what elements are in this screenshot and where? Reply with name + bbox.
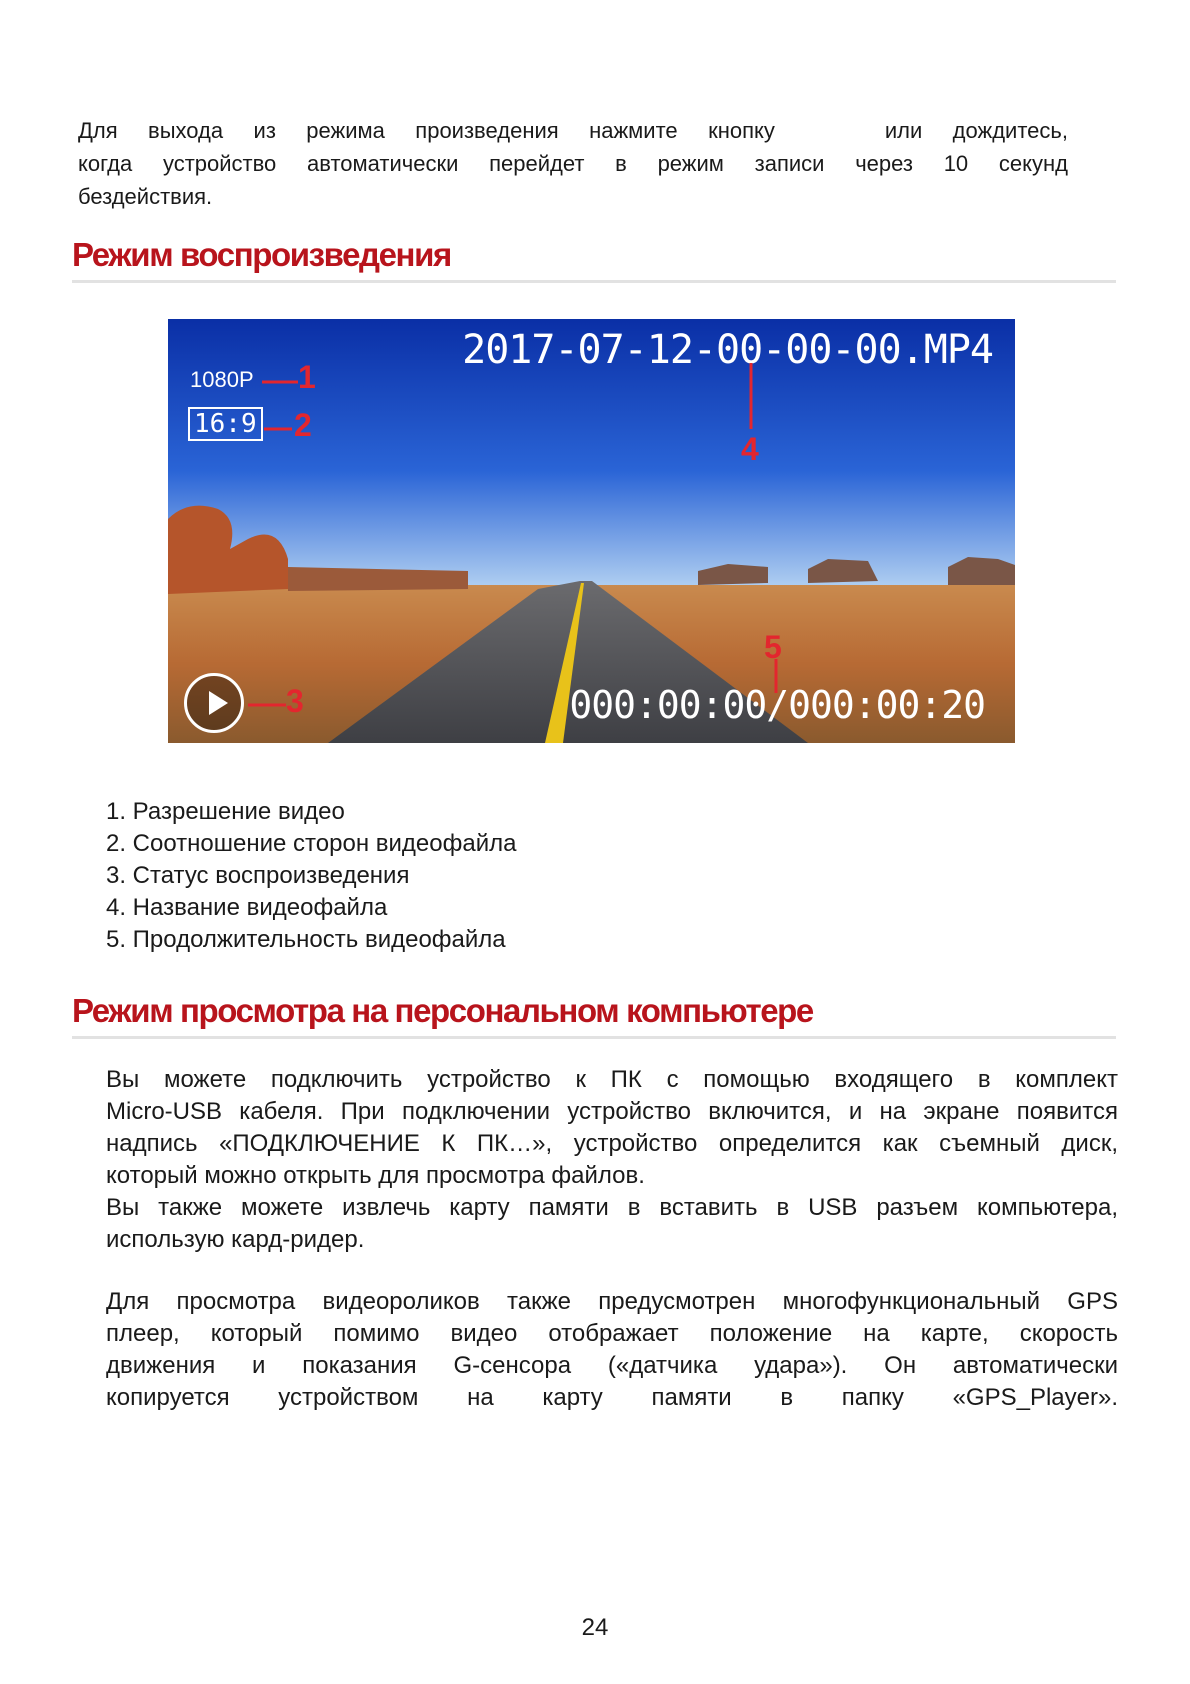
pc-p1-line: надпись «ПОДКЛЮЧЕНИЕ К ПК…», устройство определится как съемный диск,	[106, 1130, 1118, 1157]
intro-line-2: когда устройство автоматически перейдет в режим записи через 10 секунд	[78, 151, 1068, 176]
playback-screenshot	[168, 319, 1015, 743]
legend-item: 1. Разрешение видео	[106, 798, 345, 825]
pc-paragraph-3	[106, 1286, 1118, 1414]
legend-item: 5. Продолжительность видеофайла	[106, 926, 506, 953]
video-duration: 000:00:00/000:00:20	[569, 683, 985, 727]
pc-p3-line: плеер, который помимо видео отображает положение на карте, скорость	[106, 1320, 1118, 1347]
callout-4: 4	[741, 431, 759, 467]
legend-item: 2. Соотношение сторон видеофайла	[106, 830, 517, 857]
legend-item: 3. Статус воспроизведения	[106, 862, 410, 889]
callout-1: 1	[298, 359, 316, 395]
aspect-ratio-badge: 16:9	[188, 407, 263, 441]
pc-p1-line: Micro-USB кабеля. При подключении устройство включится, и на экране появится	[106, 1098, 1118, 1125]
pc-p3-line: копируется устройством на карту памяти в папку «GPS_Player».	[106, 1384, 1118, 1411]
callout-lines	[168, 319, 1015, 743]
pc-p2-line: использую кард-ридер.	[106, 1226, 365, 1253]
section-title-playback: Режим воспроизведения	[72, 236, 451, 273]
intro-line-1b: или дождитесь,	[884, 118, 1068, 143]
pc-paragraph-1	[106, 1064, 1118, 1256]
pc-p1-line: который можно открыть для просмотра файлов.	[106, 1162, 645, 1189]
callout-5: 5	[764, 629, 782, 665]
intro-line-3: бездействия.	[78, 184, 213, 209]
legend-item: 4. Название видеофайла	[106, 894, 388, 921]
intro-line-1a: Для выхода из режима произведения нажмите кнопку	[78, 118, 775, 143]
intro-paragraph	[78, 114, 1068, 213]
section-divider-1	[72, 280, 1116, 283]
callout-2: 2	[294, 407, 312, 443]
section-divider-2	[72, 1036, 1116, 1039]
section-title-pc-mode: Режим просмотра на персональном компьютере	[72, 992, 813, 1029]
pc-p1-line: Вы можете подключить устройство к ПК с помощью входящего в комплект	[106, 1066, 1118, 1093]
pc-p3-line: движения и показания G-сенсора («датчика удара»). Он автоматически	[106, 1352, 1118, 1379]
page-number: 24	[581, 1614, 609, 1641]
pc-p2-line: Вы также можете извлечь карту памяти в вставить в USB разъем компьютера,	[106, 1194, 1118, 1221]
video-resolution: 1080P	[190, 367, 254, 392]
intro-line-1	[78, 114, 1068, 147]
video-file-name: 2017-07-12-00-00-00.MP4	[462, 327, 993, 373]
pc-p3-line: Для просмотра видеороликов также предусмотрен многофункциональный GPS	[106, 1288, 1118, 1315]
legend-list	[106, 796, 516, 956]
callout-3: 3	[286, 683, 304, 719]
